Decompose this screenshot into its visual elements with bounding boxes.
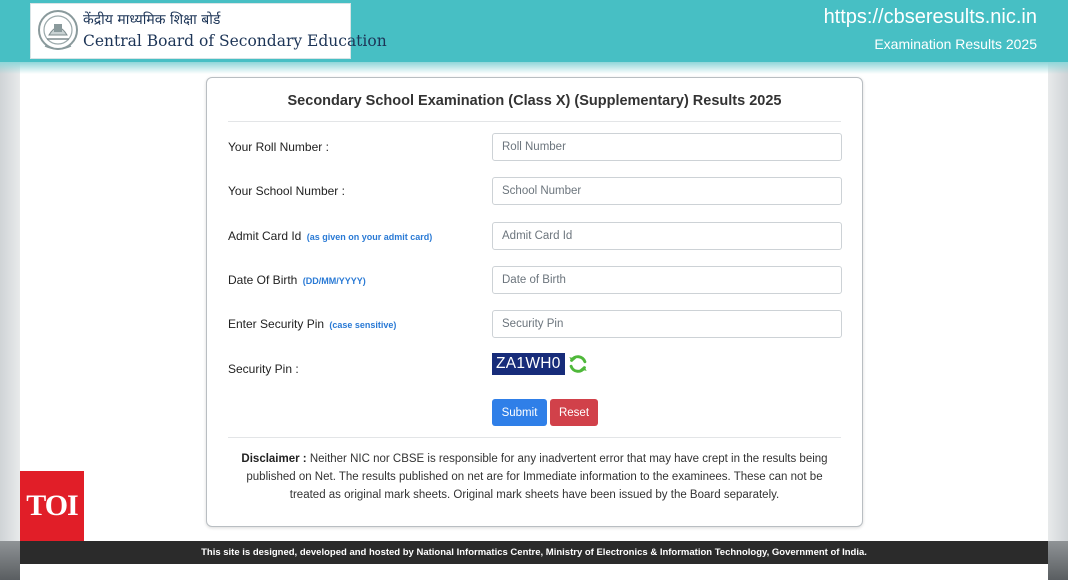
admit-card-input[interactable] — [492, 222, 842, 250]
dob-input[interactable] — [492, 266, 842, 294]
captcha-label: Security Pin : — [228, 362, 299, 376]
disclaimer-heading: Disclaimer : — [241, 453, 307, 465]
site-header — [0, 0, 1068, 62]
header-shadow — [0, 62, 1068, 74]
org-name-hindi: केंद्रीय माध्यमिक शिक्षा बोर्ड — [83, 12, 221, 28]
site-url[interactable]: https://cbseresults.nic.in — [823, 6, 1037, 28]
school-number-label: Your School Number : — [228, 184, 345, 198]
refresh-captcha-icon[interactable] — [567, 353, 589, 375]
security-pin-label-group — [228, 317, 396, 331]
security-pin-label: Enter Security Pin — [228, 317, 325, 331]
admit-card-label-group — [228, 229, 432, 243]
cbse-emblem-icon — [37, 8, 79, 54]
disclaimer-text: Neither NIC nor CBSE is responsible for any inadvertent error that may have crept in the results being published on Net. The results published on net are for Immediate information to the examinees. These can not be treated as original mark sheets. Original mark sheets have been issued by the Board separately. — [246, 453, 828, 501]
left-edge-shade — [0, 541, 20, 580]
school-number-input[interactable] — [492, 177, 842, 205]
right-edge-shade — [1048, 541, 1068, 580]
site-subtitle: Examination Results 2025 — [874, 36, 1037, 52]
roll-number-label: Your Roll Number : — [228, 140, 329, 154]
submit-button[interactable]: Submit — [492, 399, 547, 426]
form-actions — [228, 399, 843, 427]
page-title: Secondary School Examination (Class X) (Supplementary) Results 2025 — [287, 93, 782, 109]
school-number-row — [228, 177, 843, 205]
security-pin-row — [228, 310, 843, 338]
site-footer: This site is designed, developed and hosted by National Informatics Centre, Ministry of Electronics & Information Technology, Government of India. — [20, 541, 1048, 564]
dob-hint: (DD/MM/YYYY) — [302, 276, 366, 286]
admit-card-hint: (as given on your admit card) — [306, 232, 433, 242]
roll-number-row — [228, 133, 843, 161]
captcha-image: ZA1WH0 — [492, 353, 565, 375]
dob-row — [228, 266, 843, 294]
toi-logo: TOI — [20, 471, 84, 541]
cbse-logo[interactable] — [30, 3, 387, 59]
reset-button[interactable]: Reset — [550, 399, 598, 426]
results-form-card — [206, 77, 863, 527]
admit-card-row — [228, 222, 843, 250]
disclaimer-divider — [228, 437, 841, 438]
captcha-group — [492, 353, 589, 377]
security-pin-hint: (case sensitive) — [329, 320, 397, 330]
org-name-english: Central Board of Secondary Education — [83, 32, 387, 50]
disclaimer — [233, 450, 836, 504]
security-pin-input[interactable] — [492, 310, 842, 338]
captcha-row — [228, 355, 843, 383]
title-divider — [228, 121, 841, 122]
roll-number-input[interactable] — [492, 133, 842, 161]
dob-label-group — [228, 273, 366, 287]
dob-label: Date Of Birth — [228, 273, 298, 287]
admit-card-label: Admit Card Id — [228, 229, 302, 243]
